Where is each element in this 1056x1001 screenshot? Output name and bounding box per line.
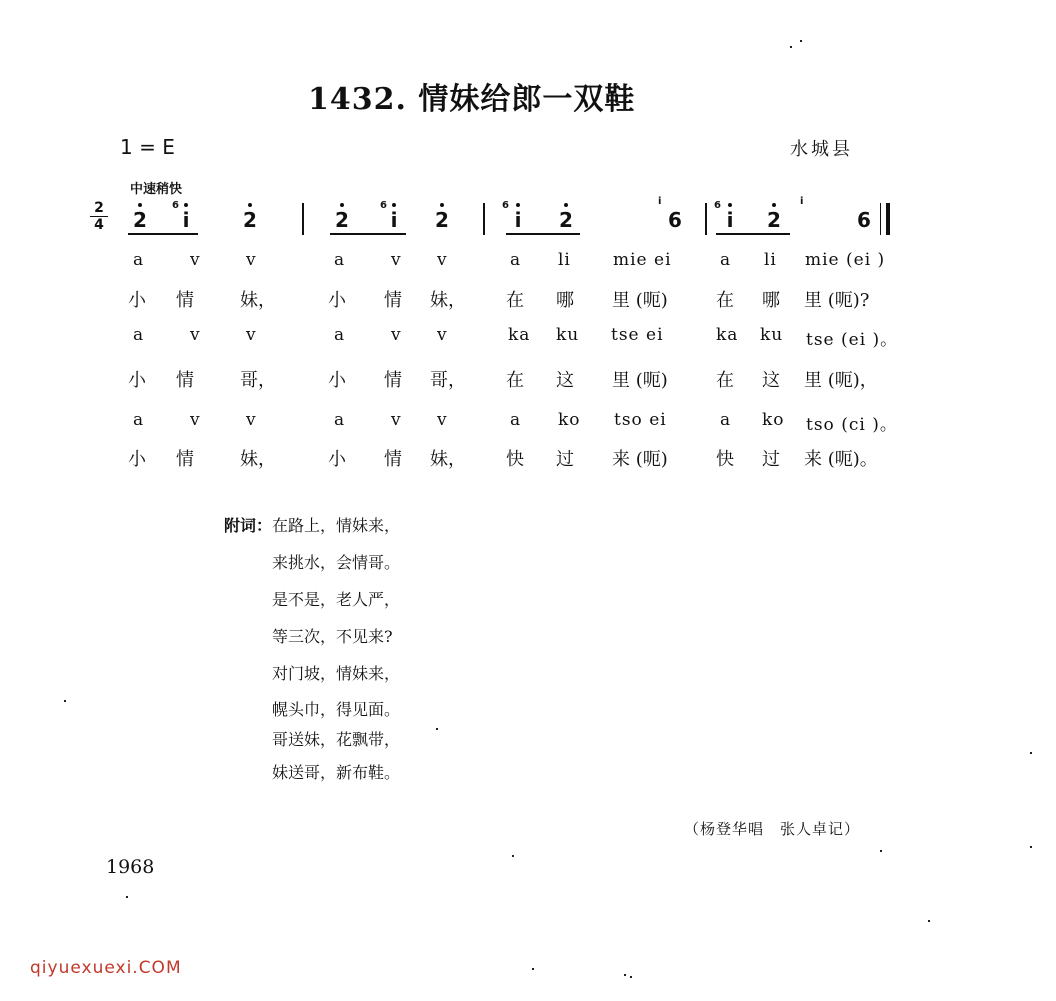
lyric-syllable: 小: [328, 290, 346, 311]
time-signature: [90, 200, 108, 233]
octave-dot: [340, 203, 344, 207]
lyric-syllable: 在: [506, 290, 524, 311]
beam: [128, 233, 198, 235]
lyric-syllable: 哪: [556, 290, 574, 311]
lyric-syllable: a: [133, 410, 145, 430]
lyric-syllable: a: [720, 250, 732, 270]
grace-note: 6: [502, 200, 509, 211]
lyric-syllable: 小: [128, 370, 146, 391]
lyric-syllable: 妹，: [430, 449, 466, 470]
lyric-syllable: li: [764, 250, 777, 270]
lyric-syllable: ku: [760, 325, 784, 345]
lyric-syllable: v: [437, 325, 448, 345]
grace-note: 6: [172, 200, 179, 211]
lyric-syllable: tso (ci )。: [806, 415, 898, 435]
barline: [483, 203, 485, 235]
lyric-syllable: 情: [176, 449, 194, 470]
grace-note: i: [658, 196, 662, 207]
lyric-syllable: 里 (呃)?: [804, 290, 870, 311]
lyric-syllable: 哥，: [240, 370, 276, 391]
scan-speck: [1030, 752, 1032, 754]
lyric-syllable: 情: [384, 290, 402, 311]
lyric-syllable: v: [437, 410, 448, 430]
lyric-syllable: 情: [176, 370, 194, 391]
lyric-syllable: 快: [506, 449, 524, 470]
lyric-syllable: 里 (呃): [612, 290, 668, 311]
appendix-line: 等三次，不见来?: [272, 627, 393, 646]
lyric-syllable: v: [190, 250, 201, 270]
lyric-syllable: a: [720, 410, 732, 430]
region-label: 水城县: [790, 139, 853, 160]
octave-dot: [440, 203, 444, 207]
lyric-syllable: mie (ei ): [805, 250, 886, 270]
tempo-marking: 中速稍快: [130, 182, 183, 197]
scan-speck: [126, 896, 128, 898]
lyric-syllable: tse ei: [611, 325, 664, 345]
lyric-syllable: 这: [556, 370, 574, 391]
lyric-syllable: tse (ei )。: [806, 330, 899, 350]
key-signature: 1 = E: [120, 135, 175, 159]
lyric-syllable: 过: [556, 449, 574, 470]
lyric-syllable: a: [334, 250, 346, 270]
lyric-syllable: 情: [384, 370, 402, 391]
lyric-syllable: a: [334, 410, 346, 430]
scan-speck: [800, 40, 802, 42]
credit-line: （杨登华唱 张人卓记）: [684, 820, 861, 838]
beam: [506, 233, 580, 235]
scan-speck: [790, 46, 792, 48]
barline: [705, 203, 707, 235]
scan-speck: [512, 855, 514, 857]
lyric-syllable: 快: [716, 449, 734, 470]
watermark: qiyuexuexi.COM: [30, 958, 182, 978]
scan-speck: [436, 728, 438, 730]
lyric-syllable: a: [510, 250, 522, 270]
final-barline-thin: [880, 203, 881, 235]
lyric-syllable: ko: [558, 410, 581, 430]
note: 6: [668, 208, 682, 232]
appendix-line: 在路上，情妹来，: [272, 516, 401, 535]
lyric-syllable: 来 (呃)。: [804, 449, 878, 470]
time-signature-top: 2: [94, 200, 104, 216]
octave-dot: [772, 203, 776, 207]
octave-dot: [564, 203, 568, 207]
note: i: [514, 208, 522, 232]
lyric-syllable: v: [391, 250, 402, 270]
lyric-syllable: v: [437, 250, 448, 270]
lyric-syllable: 妹，: [240, 290, 276, 311]
note: 2: [767, 208, 781, 232]
appendix-line: 哥送妹，花飘带，: [272, 730, 401, 749]
barline: [302, 203, 304, 235]
lyric-syllable: v: [246, 325, 257, 345]
octave-dot: [138, 203, 142, 207]
lyric-syllable: 哪: [762, 290, 780, 311]
lyric-syllable: a: [510, 410, 522, 430]
scan-speck: [1030, 846, 1032, 848]
lyric-syllable: 情: [384, 449, 402, 470]
note: i: [726, 208, 734, 232]
lyric-syllable: v: [246, 250, 257, 270]
note: 2: [559, 208, 573, 232]
lyric-syllable: v: [246, 410, 257, 430]
octave-dot: [516, 203, 520, 207]
lyric-syllable: 小: [328, 370, 346, 391]
lyric-syllable: 在: [716, 370, 734, 391]
note: 6: [857, 208, 871, 232]
lyric-syllable: 小: [128, 290, 146, 311]
note: 2: [435, 208, 449, 232]
octave-dot: [728, 203, 732, 207]
beam: [330, 233, 406, 235]
lyric-syllable: 里 (呃)，: [804, 370, 878, 391]
lyric-syllable: ka: [508, 325, 531, 345]
song-title: 1432. 情妹给郎一双鞋: [308, 82, 636, 117]
scan-speck: [630, 976, 632, 978]
lyric-syllable: v: [190, 410, 201, 430]
lyric-syllable: 来 (呃): [612, 449, 668, 470]
lyric-syllable: 小: [128, 449, 146, 470]
lyric-syllable: v: [391, 325, 402, 345]
lyric-syllable: 里 (呃): [612, 370, 668, 391]
appendix-line: 妹送哥，新布鞋。: [272, 763, 401, 782]
beam: [716, 233, 790, 235]
appendix-line: 对门坡，情妹来，: [272, 664, 401, 683]
scan-speck: [532, 968, 534, 970]
appendix-line: 是不是，老人严，: [272, 590, 401, 609]
lyric-syllable: a: [133, 250, 145, 270]
time-signature-bottom: 4: [94, 217, 104, 233]
note: 2: [133, 208, 147, 232]
lyric-syllable: v: [391, 410, 402, 430]
lyric-syllable: 小: [328, 449, 346, 470]
octave-dot: [184, 203, 188, 207]
lyric-syllable: a: [334, 325, 346, 345]
lyric-syllable: li: [558, 250, 571, 270]
note: i: [182, 208, 190, 232]
lyric-syllable: ka: [716, 325, 739, 345]
final-barline-thick: [886, 203, 890, 235]
lyric-syllable: 在: [716, 290, 734, 311]
page-year: 1968: [106, 856, 155, 878]
appendix-line: 幌头巾，得见面。: [272, 700, 401, 719]
grace-note: 6: [380, 200, 387, 211]
octave-dot: [248, 203, 252, 207]
grace-note: 6: [714, 200, 721, 211]
appendix-label: 附词：: [224, 516, 273, 535]
scan-speck: [64, 700, 66, 702]
lyric-syllable: 这: [762, 370, 780, 391]
lyric-syllable: 在: [506, 370, 524, 391]
lyric-syllable: 情: [176, 290, 194, 311]
lyric-syllable: a: [133, 325, 145, 345]
lyric-syllable: ku: [556, 325, 580, 345]
octave-dot: [392, 203, 396, 207]
note: 2: [335, 208, 349, 232]
note: i: [390, 208, 398, 232]
appendix-line: 来挑水，会情哥。: [272, 553, 401, 572]
lyric-syllable: 哥，: [430, 370, 466, 391]
lyric-syllable: tso ei: [614, 410, 667, 430]
lyric-syllable: 过: [762, 449, 780, 470]
scan-speck: [928, 920, 930, 922]
note: 2: [243, 208, 257, 232]
lyric-syllable: 妹，: [430, 290, 466, 311]
lyric-syllable: v: [190, 325, 201, 345]
scan-speck: [880, 850, 882, 852]
scan-speck: [624, 974, 626, 976]
lyric-syllable: ko: [762, 410, 785, 430]
grace-note: i: [800, 196, 804, 207]
lyric-syllable: 妹，: [240, 449, 276, 470]
lyric-syllable: mie ei: [613, 250, 672, 270]
